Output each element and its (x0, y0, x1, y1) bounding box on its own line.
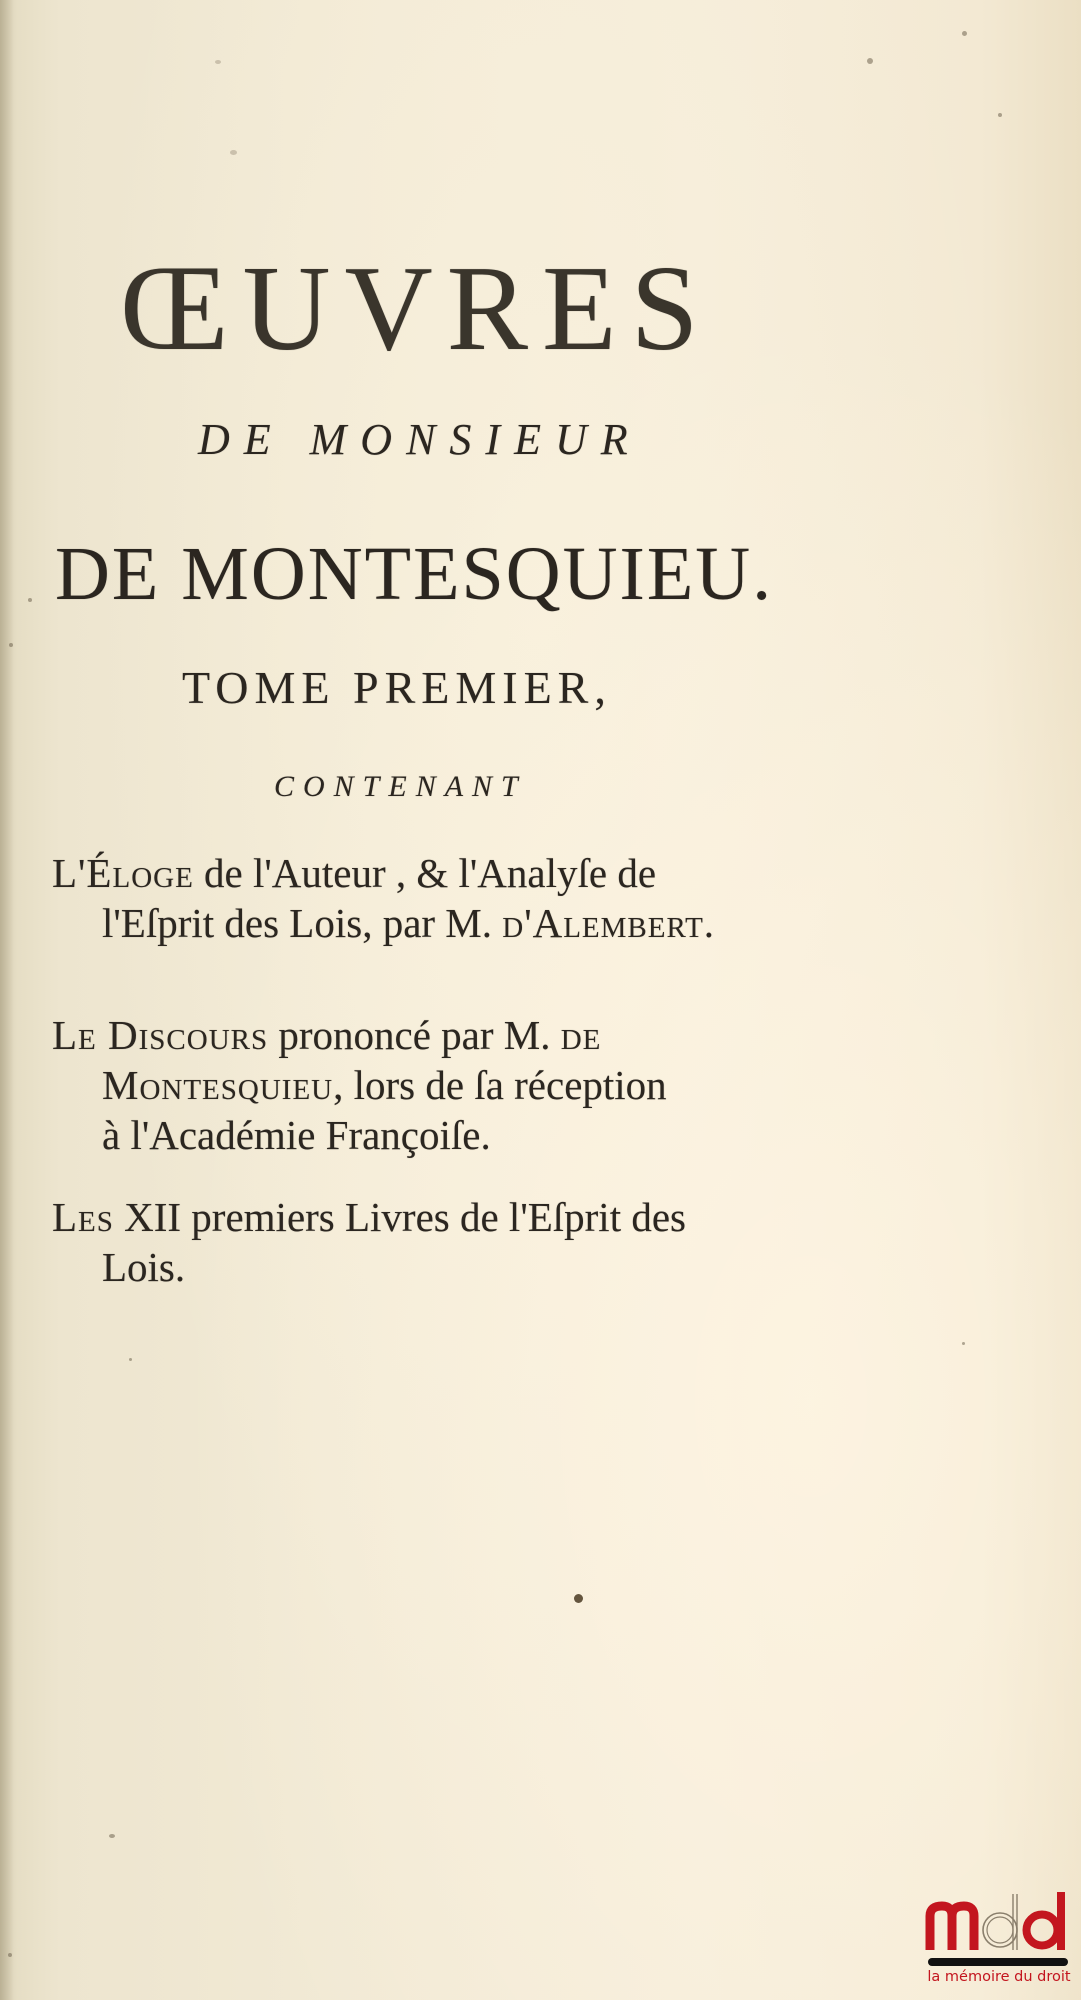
foxing-speck (9, 643, 13, 647)
entry-text: l'Eſprit des Lois, par M. (102, 900, 503, 946)
entry-line (52, 1110, 872, 1160)
foxing-speck (230, 150, 237, 155)
entry-line (52, 898, 872, 948)
foxing-speck (109, 1834, 115, 1838)
entry-line (52, 848, 872, 898)
foxing-speck (28, 598, 32, 602)
foxing-speck (962, 1342, 965, 1345)
small-caps-lead: Montesquieu (102, 1062, 334, 1108)
entry-text: , lors de ſa réception (333, 1062, 667, 1108)
foxing-speck (8, 1953, 12, 1957)
entry-line (52, 1010, 872, 1060)
small-caps-trail: de (560, 1012, 602, 1058)
logo-tagline: la mémoire du droit (927, 1969, 1071, 1985)
book-author: DE MONTESQUIEU. (55, 532, 774, 616)
entry-text: XII premiers Livres de l'Eſprit des (113, 1194, 686, 1240)
contents-heading: CONTENANT (274, 770, 527, 803)
foxing-speck (129, 1358, 132, 1361)
entry-text: à l'Académie Françoiſe. (102, 1112, 491, 1158)
entry-line (52, 1060, 872, 1110)
small-caps-lead: L'Éloge (52, 850, 194, 896)
page-spine-shadow (0, 0, 14, 2000)
book-title: ŒUVRES (120, 241, 713, 376)
small-caps-trail: d'Alembert. (502, 900, 716, 946)
foxing-speck (962, 31, 967, 36)
foxing-speck (867, 58, 873, 64)
entry-text: de l'Auteur , & l'Analyſe de (193, 850, 657, 896)
foxing-speck (998, 113, 1002, 117)
contents-entry (52, 1010, 872, 1160)
small-caps-lead: Les (52, 1194, 114, 1240)
contents-entry (52, 1192, 872, 1292)
book-subtitle: DE MONSIEUR (198, 415, 642, 464)
foxing-speck (574, 1594, 583, 1603)
entry-line (52, 1242, 872, 1292)
small-caps-lead: Le Discours (52, 1012, 269, 1058)
contents-entry (52, 848, 872, 948)
logo-bar (928, 1958, 1068, 1966)
entry-text: prononcé par M. (268, 1012, 561, 1058)
volume-label: TOME PREMIER, (182, 662, 612, 713)
mdd-logo-icon (924, 1890, 1074, 1952)
entry-text: Lois. (102, 1244, 186, 1290)
foxing-speck (215, 60, 221, 64)
watermark-logo (924, 1890, 1074, 1995)
entry-line (52, 1192, 872, 1242)
